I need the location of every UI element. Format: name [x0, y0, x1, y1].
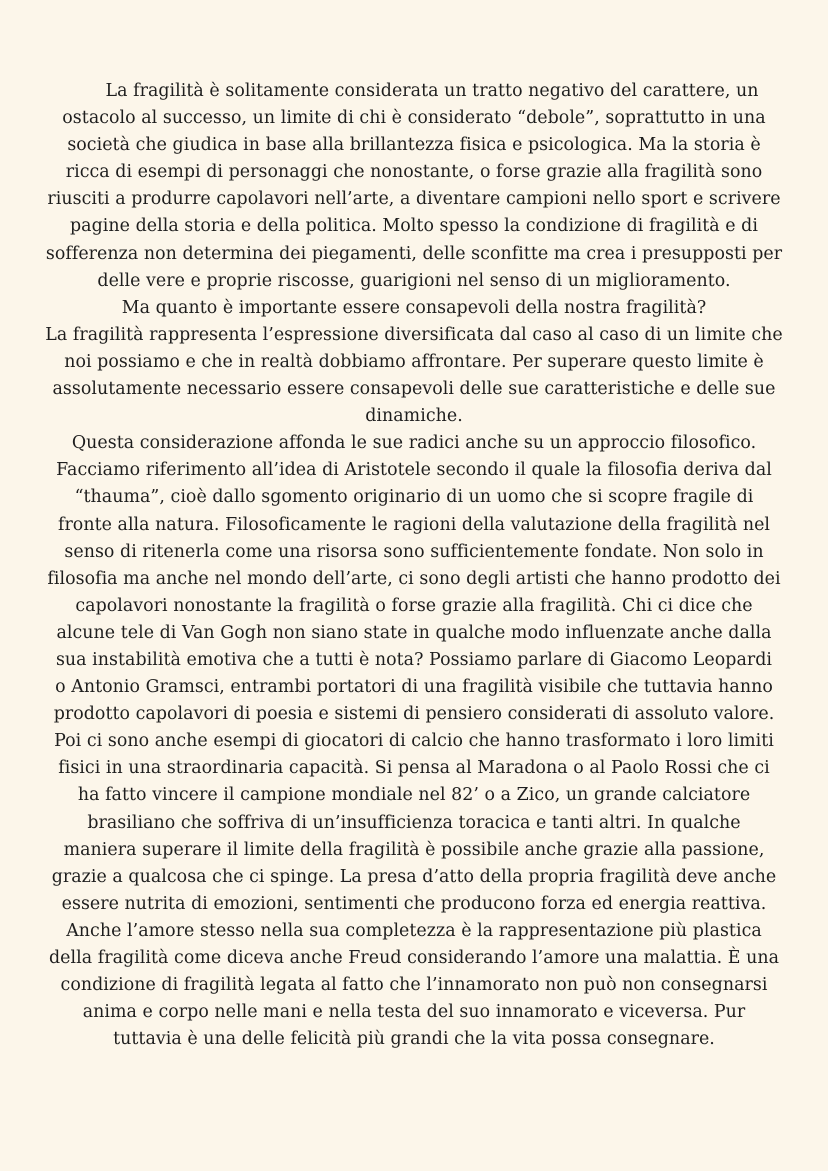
text-line: maniera superare il limite della fragilità è possibile anche grazie alla passione,	[63, 839, 765, 860]
text-line: della fragilità come diceva anche Freud considerando l’amore una malattia. È una	[48, 948, 780, 968]
text-line: condizione di fragilità legata al fatto che l’innamorato non può non consegnarsi	[60, 975, 768, 996]
text-line: Ma quanto è importante essere consapevoli della nostra fragilità?	[121, 297, 707, 318]
text-line: essere nutrita di emozioni, sentimenti che producono forza ed energia reattiva.	[61, 893, 767, 914]
text-line: società che giudica in base alla brillantezza fisica e psicologica. Ma la storia è	[67, 135, 761, 156]
text-line: ostacolo al successo, un limite di chi è considerato “debole”, soprattutto in una	[62, 108, 766, 129]
text-line: delle vere e proprie riscosse, guarigioni nel senso di un miglioramento.	[97, 270, 731, 291]
text-line: Anche l’amore stesso nella sua completezza è la rappresentazione più plastica	[66, 920, 762, 941]
text-line: sua instabilità emotiva che a tutti è nota? Possiamo parlare di Giacomo Leopardi	[55, 649, 773, 670]
text-line: filosofia ma anche nel mondo dell’arte, ci sono degli artisti che hanno prodotto dei	[47, 568, 781, 589]
text-line: senso di ritenerla come una risorsa sono sufficientemente fondate. Non solo in	[64, 541, 764, 562]
text-line: anima e corpo nelle mani e nella testa del suo innamorato e viceversa. Pur	[82, 1002, 746, 1023]
text-line: La fragilità è solitamente considerata un tratto negativo del carattere, un	[105, 81, 759, 101]
text-line: o Antonio Gramsci, entrambi portatori di una fragilità visibile che tuttavia hanno	[55, 677, 773, 698]
text-line: ricca di esempi di personaggi che nonostante, o forse grazie alla fragilità sono	[65, 162, 763, 183]
text-line: prodotto capolavori di poesia e sistemi di pensiero considerati di assoluto valore.	[53, 704, 775, 725]
text-line: Questa considerazione affonda le sue radici anche su un approccio filosofico.	[71, 433, 757, 454]
text-line: Facciamo riferimento all’idea di Aristotele secondo il quale la filosofia deriva dal	[56, 460, 772, 481]
text-line: “thauma”, cioè dallo sgomento originario di un uomo che si scopre fragile di	[74, 487, 754, 508]
text-line: grazie a qualcosa che ci spinge. La presa d’atto della propria fragilità deve anche	[51, 866, 777, 887]
text-line: ha fatto vincere il campione mondiale nel 82’ o a Zico, un grande calciatore	[77, 785, 751, 806]
text-line: pagine della storia e della politica. Molto spesso la condizione di fragilità e di	[70, 216, 758, 237]
text-line: assolutamente necessario essere consapevoli delle sue caratteristiche e delle sue	[52, 379, 776, 400]
text-line: capolavori nonostante la fragilità o forse grazie alla fragilità. Chi ci dice che	[75, 595, 753, 616]
text-line: noi possiamo e che in realtà dobbiamo affrontare. Per superare questo limite è	[64, 351, 764, 372]
text-line: fisici in una straordinaria capacità. Si pensa al Maradona o al Paolo Rossi che ci	[58, 758, 770, 779]
text-line: sofferenza non determina dei piegamenti, delle sconfitte ma crea i presupposti per	[45, 243, 783, 264]
text-line: tuttavia è una delle felicità più grandi che la vita possa consegnare.	[113, 1029, 715, 1050]
text-line: dinamiche.	[365, 406, 463, 427]
text-line: fronte alla natura. Filosoficamente le ragioni della valutazione della fragilità nel	[57, 514, 771, 535]
text-line: Poi ci sono anche esempi di giocatori di calcio che hanno trasformato i loro limiti	[54, 731, 774, 752]
text-line: brasiliano che soffriva di un’insufficienza toracica e tanti altri. In qualche	[87, 812, 741, 833]
text-line: alcune tele di Van Gogh non siano state in qualche modo influenzate anche dalla	[56, 622, 772, 643]
text-line: La fragilità rappresenta l’espressione diversificata dal caso al caso di un limite che	[45, 324, 783, 345]
text-line: riusciti a produrre capolavori nell’arte, a diventare campioni nello sport e scrivere	[47, 189, 781, 210]
document-body	[0, 78, 828, 1053]
